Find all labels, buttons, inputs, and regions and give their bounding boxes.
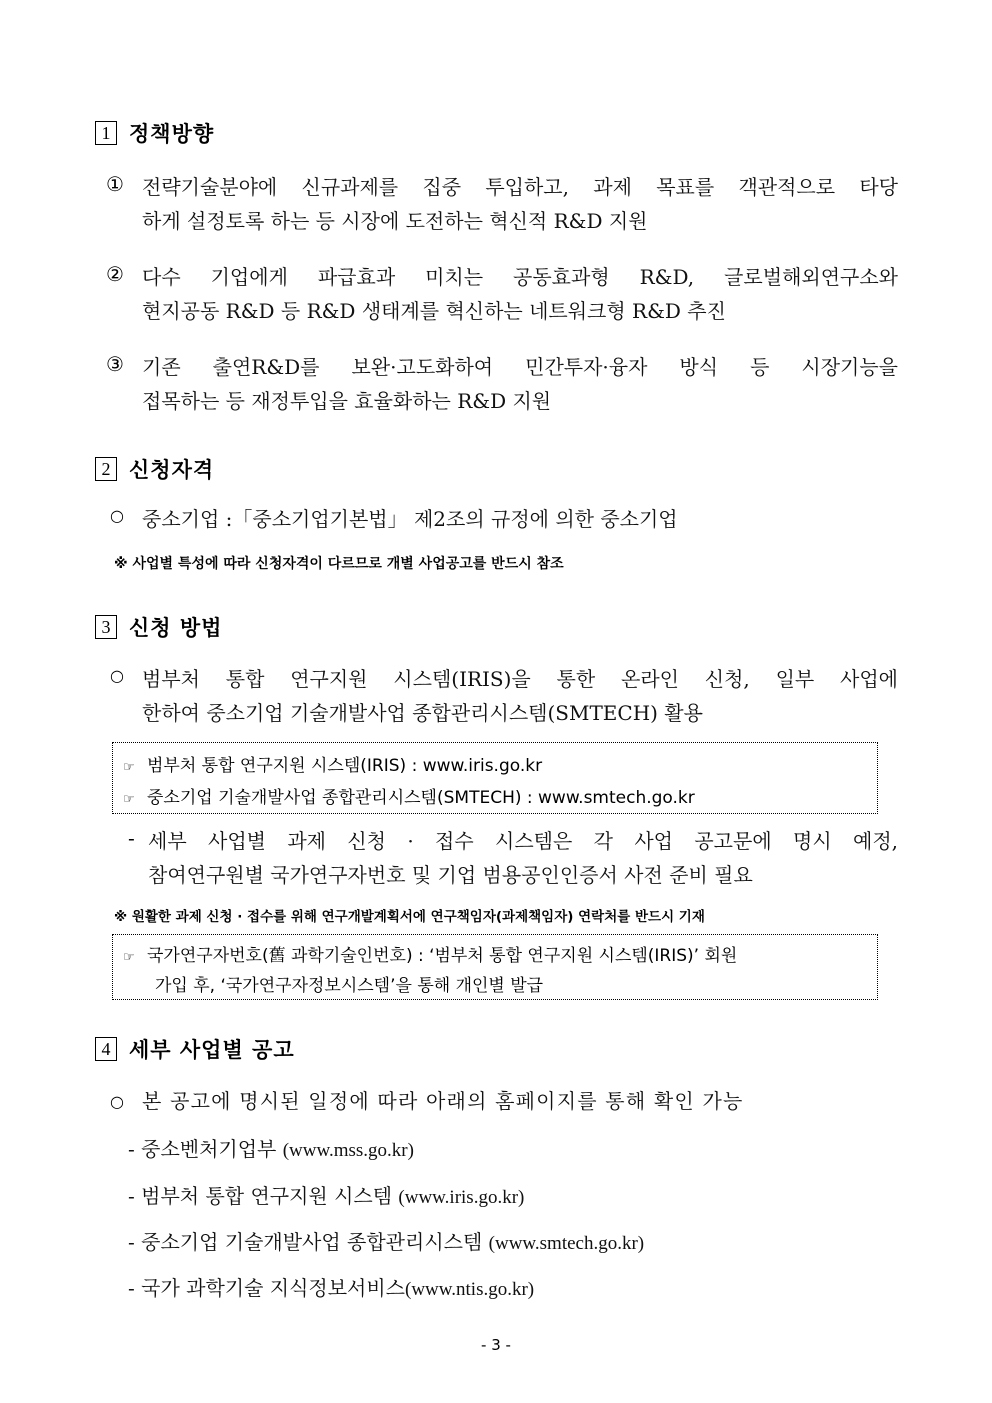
smtech-system-text: 중소기업 기술개발사업 종합관리시스템(SMTECH) : www.smtech.go.kr (147, 788, 695, 808)
policy-item-1-line2: 하게 설정토록 하는 등 시장에 도전하는 혁신적 R&D 지원 (142, 209, 648, 233)
dash-marker: - (128, 1184, 135, 1208)
policy-item-3 (142, 350, 898, 418)
link-url-smtech[interactable]: (www.smtech.go.kr) (488, 1233, 645, 1254)
link-url-mss[interactable]: (www.mss.go.kr) (282, 1140, 414, 1161)
dash-marker: - (128, 826, 135, 850)
eligibility-note: ※ 사업별 특성에 따라 신청자격이 다르므로 개별 사업공고를 반드시 참조 (114, 556, 564, 572)
section-number-box: 3 (95, 615, 117, 639)
bullet-circle: ○ (110, 1092, 124, 1111)
section-title: 신청 방법 (129, 616, 223, 640)
link-name: 범부처 통합 연구지원 시스템 (141, 1184, 393, 1208)
submission-system-text (148, 824, 898, 892)
application-method-line2: 한하여 중소기업 기술개발사업 종합관리시스템(SMTECH) 활용 (142, 701, 703, 725)
policy-item-2-line2: 현지공동 R&D 등 R&D 생태계를 혁신하는 네트워크형 R&D 추진 (142, 299, 726, 323)
bullet-circle: ○ (110, 666, 124, 685)
systems-info-smtech (123, 783, 695, 808)
section-number-box: 2 (95, 457, 117, 481)
iris-system-text: 범부처 통합 연구지원 시스템(IRIS) : www.iris.go.kr (147, 756, 543, 776)
link-url-ntis[interactable]: (www.ntis.go.kr) (405, 1279, 535, 1300)
policy-item-1-line1: 전략기술분야에 신규과제를 집중 투입하고, 과제 목표를 객관적으로 타당 (142, 175, 898, 199)
link-item-iris (128, 1179, 524, 1215)
section-heading-announcements (95, 1034, 295, 1064)
section-heading-eligibility (95, 454, 214, 484)
pointing-hand-icon: ☞ (123, 760, 135, 775)
researcher-number-line1 (123, 941, 737, 966)
pointing-hand-icon: ☞ (123, 950, 135, 965)
section-title: 정책방향 (129, 122, 215, 146)
section-title: 신청자격 (129, 458, 215, 482)
policy-item-3-line1: 기존 출연R&D를 보완·고도화하여 민간투자·융자 방식 등 시장기능을 (142, 355, 898, 379)
researcher-number-box (112, 934, 878, 1000)
systems-info-box (112, 742, 878, 814)
link-url-iris[interactable]: (www.iris.go.kr) (398, 1187, 525, 1208)
link-item-ntis (128, 1271, 534, 1307)
submission-system-line2: 참여연구원별 국가연구자번호 및 기업 범용공인인증서 사전 준비 필요 (148, 863, 753, 887)
submission-system-line1: 세부 사업별 과제 신청 · 접수 시스템은 각 사업 공고문에 명시 예정, (148, 829, 898, 853)
link-item-smtech (128, 1225, 644, 1261)
circled-number-2: ② (106, 262, 124, 286)
announcement-text: 본 공고에 명시된 일정에 따라 아래의 홈페이지를 통해 확인 가능 (142, 1089, 744, 1113)
policy-item-3-line2: 접목하는 등 재정투입을 효율화하는 R&D 지원 (142, 389, 552, 413)
application-method-text (142, 662, 898, 730)
policy-item-2-line1: 다수 기업에게 파급효과 미치는 공동효과형 R&D, 글로벌해외연구소와 (142, 265, 898, 289)
systems-info-iris (123, 751, 542, 776)
eligibility-text: 중소기업 :「중소기업기본법」 제2조의 규정에 의한 중소기업 (142, 507, 678, 531)
link-name: 국가 과학기술 지식정보서비스 (141, 1276, 405, 1300)
application-method-line1: 범부처 통합 연구지원 시스템(IRIS)을 통한 온라인 신청, 일부 사업에 (142, 667, 898, 691)
contact-note: ※ 원활한 과제 신청 · 접수를 위해 연구개발계획서에 연구책임자(과제책임자) 연락처를 반드시 기재 (114, 909, 705, 925)
dash-marker: - (128, 1276, 135, 1300)
section-title: 세부 사업별 공고 (129, 1038, 295, 1062)
circled-number-1: ① (106, 172, 124, 196)
section-number-box: 4 (95, 1037, 117, 1061)
section-number-box: 1 (95, 121, 117, 145)
researcher-number-line2: 가입 후, ‘국가연구자정보시스템’을 통해 개인별 발급 (155, 976, 544, 996)
section-heading-policy (95, 118, 214, 148)
policy-item-1 (142, 170, 898, 238)
dash-marker: - (128, 1230, 135, 1254)
policy-item-2 (142, 260, 898, 328)
page-number: - 3 - (481, 1336, 511, 1354)
bullet-circle: ○ (110, 506, 124, 525)
circled-number-3: ③ (106, 352, 124, 376)
researcher-number-text: 국가연구자번호(舊 과학기술인번호) : ‘범부처 통합 연구지원 시스템(IRIS)’ 회원 (147, 946, 738, 966)
link-name: 중소기업 기술개발사업 종합관리시스템 (141, 1230, 483, 1254)
link-item-mss (128, 1132, 414, 1168)
section-heading-application-method (95, 612, 222, 642)
link-name: 중소벤처기업부 (141, 1137, 277, 1161)
pointing-hand-icon: ☞ (123, 792, 135, 807)
dash-marker: - (128, 1137, 135, 1161)
